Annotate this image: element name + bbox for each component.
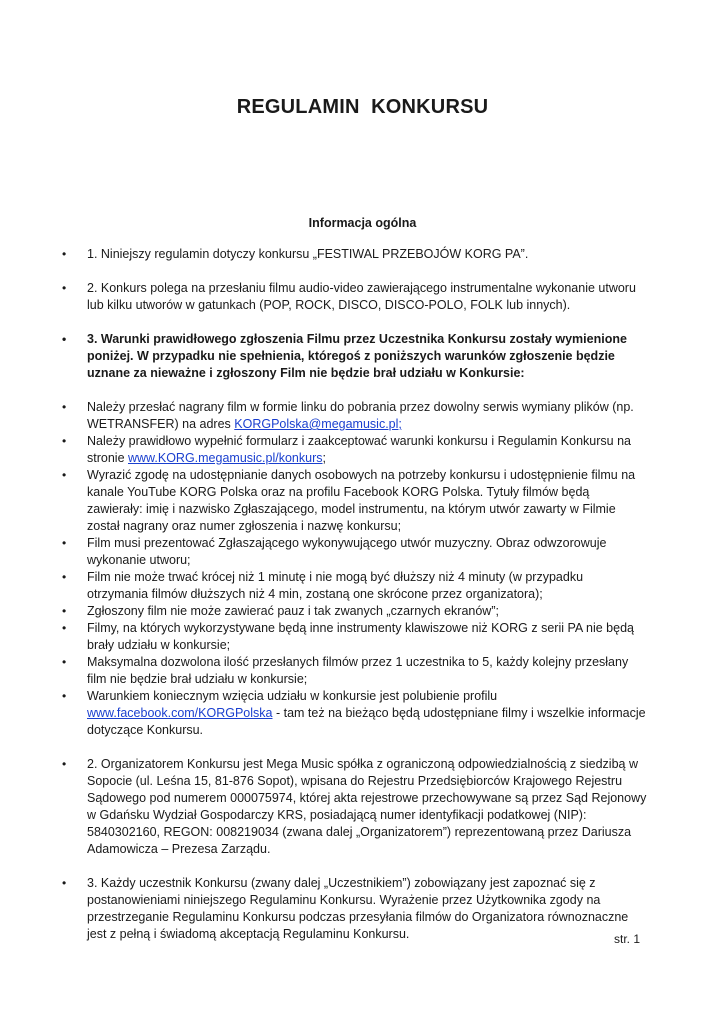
item-text: 2. Konkurs polega na przesłaniu filmu audio-video zawierającego instrumentalne wykonanie utworu lub kilku utworów w gatunkach (POP, ROCK, DISCO, DISCO-POLO, FOLK lub innych). — [87, 281, 636, 312]
condition-item-pauses — [59, 603, 647, 620]
condition-item-max-films — [59, 654, 647, 688]
item-text: Należy prawidłowo wypełnić formularz i zaakceptować warunki konkursu i Regulamin Konkursu na stronie — [87, 434, 631, 465]
item-text: Wyrazić zgodę na udostępnianie danych osobowych na potrzeby konkursu i udostępnienie filmu na kanale YouTube KORG Polska oraz na profilu Facebook KORG Polska. Tytuły filmów będą zawierały: imię i nazwisko Zgłaszającego, model instrumentu, na którym utwór zawarty w Filmie został nagrany oraz numer zgłoszenia i nazwę konkursu; — [87, 468, 636, 533]
contest-page-link[interactable]: www.KORG.megamusic.pl/konkurs — [128, 451, 323, 465]
condition-item-duration — [59, 569, 647, 603]
item-text: Film musi prezentować Zgłaszającego wykonywującego utwór muzyczny. Obraz odwzorowuje wykonanie utworu; — [87, 536, 607, 567]
condition-item-consent — [59, 467, 647, 535]
condition-item-upload — [59, 399, 647, 433]
page-title: REGULAMIN KONKURSU — [236, 96, 489, 118]
item-text: Zgłoszony film nie może zawierać pauz i tak zwanych „czarnych ekranów”; — [87, 604, 499, 618]
item-text: Filmy, na których wykorzystywane będą inne instrumenty klawiszowe niż KORG z serii PA nie będą brały udziału w konkursie; — [87, 621, 634, 652]
item-text: Film nie może trwać krócej niż 1 minutę i nie mogą być dłuższy niż 4 minuty (w przypadku otrzymania filmów dłuższych niż 4 min, zostaną one skrócone przez organizatora); — [87, 570, 584, 601]
facebook-link[interactable]: www.facebook.com/KORGPolska — [87, 706, 273, 720]
list-item-intro-2 — [59, 280, 647, 314]
condition-item-form — [59, 433, 647, 467]
item-text: ; — [322, 451, 326, 465]
list-item-participant — [59, 875, 647, 943]
list-item-intro-1 — [59, 246, 647, 263]
item-text: 3. Każdy uczestnik Konkursu (zwany dalej „Uczestnikiem”) zobowiązany jest zapoznać się z postanowieniami niniejszego Regulaminu Konkursu. Wyrażenie przez Użytkownika zgody na przestrzeganie Regulaminu Konkursu podczas przesyłania filmów do Organizatora równoznaczne jest z pełną i świadomą akceptacją Regulaminu Konkursu. — [87, 876, 629, 941]
section-heading: Informacja ogólna — [308, 216, 417, 230]
condition-item-instruments — [59, 620, 647, 654]
page-number: str. 1 — [613, 932, 640, 946]
email-link[interactable]: KORGPolska@megamusic.pl; — [234, 417, 402, 431]
condition-item-performer — [59, 535, 647, 569]
item-text: 3. Warunki prawidłowego zgłoszenia Filmu przez Uczestnika Konkursu zostały wymienione poniżej. W przypadku nie spełnienia, któregoś z poniższych warunków zgłoszenie będzie uznane za nieważne i zgłoszony Film nie będzie brał udziału w Konkursie: — [87, 332, 627, 380]
list-item-organizer — [59, 756, 647, 858]
item-text: - tam też na bieżąco będą udostępniane filmy i wszelkie informacje dotyczące Konkursu. — [87, 706, 646, 737]
item-text: Należy przesłać nagrany film w formie linku do pobrania przez dowolny serwis wymiany plików (np. WETRANSFER) na adres — [87, 400, 634, 431]
item-text: Warunkiem koniecznym wzięcia udziału w konkursie jest polubienie profilu — [87, 689, 498, 703]
regulation-body — [59, 246, 647, 943]
item-text: 2. Organizatorem Konkursu jest Mega Music spółka z ograniczoną odpowiedzialnością z siedzibą w Sopocie (ul. Leśna 15, 81-876 Sopot), wpisana do Rejestru Przedsiębiorców Krajowego Rejestru Sądowego pod numerem 000075974, której akta rejestrowe przechowywane są przez Sąd Rejonowy w Gdańsku Wydział Gospodarczy KRS, posiadającą numer identyfikacji podatkowej (NIP): 5840302160, REGON: 008219034 (zwana dalej „Organizatorem”) reprezentowaną przez Dariusza Adamowicza – Prezesa Zarządu. — [87, 757, 647, 856]
item-text: Maksymalna dozwolona ilość przesłanych filmów przez 1 uczestnika to 5, każdy kolejny przesłany film nie będzie brał udziału w konkursie; — [87, 655, 629, 686]
condition-item-facebook — [59, 688, 647, 739]
item-text: 1. Niniejszy regulamin dotyczy konkursu „FESTIWAL PRZEBOJÓW KORG PA”. — [87, 247, 529, 261]
list-item-conditions-heading — [59, 331, 647, 382]
